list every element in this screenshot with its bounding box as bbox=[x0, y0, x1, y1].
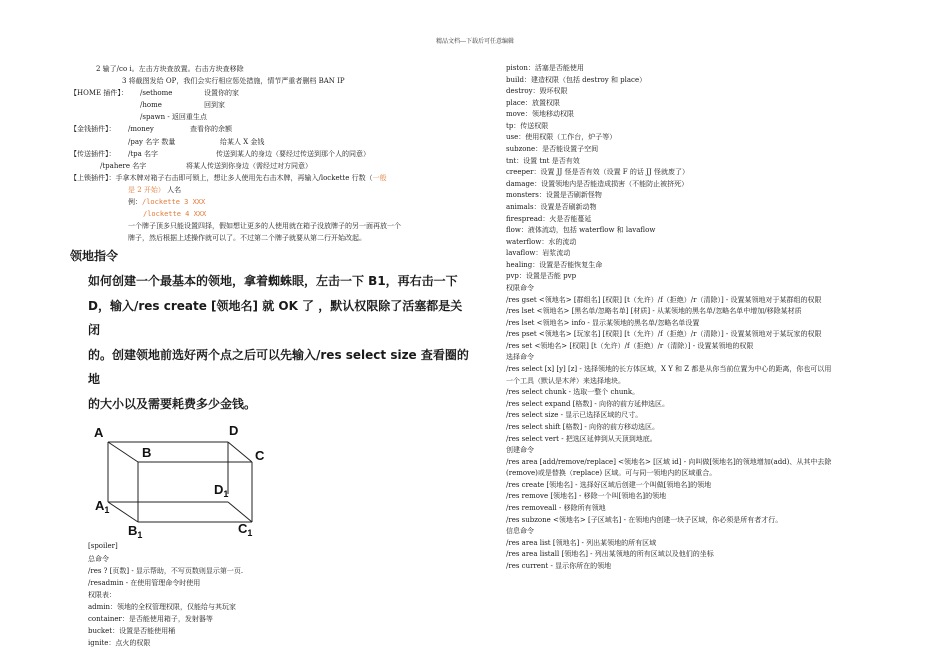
home-cmd-1 bbox=[70, 87, 470, 99]
text-line: /res select shift [格数] - 向你的前方移动选区。 bbox=[506, 422, 659, 431]
text-line: /res ? [页数] - 显示帮助，不写页数则显示第一页. bbox=[88, 566, 244, 575]
text-line: /res removeall - 移除所有领地 bbox=[506, 503, 606, 512]
text-line: tp：传送权限 bbox=[506, 121, 549, 130]
text-line: tnt：设置 tnt 是否有效 bbox=[506, 156, 580, 165]
tp-cmd: /tpa 名字 bbox=[128, 149, 159, 158]
example-label: 例： bbox=[128, 198, 142, 207]
left-column bbox=[70, 63, 470, 649]
permission-list bbox=[70, 540, 470, 649]
text-line: /resadmin - 在使用管理命令时使用 bbox=[88, 578, 201, 587]
text-line: move：领地移动权限 bbox=[506, 110, 574, 119]
edge-bottom-left bbox=[108, 502, 138, 522]
text-line: (remove)或是替换（replace) 区域。可与同一领地内的区域重合。 bbox=[506, 469, 717, 478]
example-command: /lockette 4 XXX bbox=[143, 210, 207, 219]
text-line: firespread：火是否能蔓延 bbox=[506, 214, 592, 223]
label-c: C bbox=[255, 448, 265, 464]
text-line: waterflow：水的流动 bbox=[506, 237, 577, 246]
text-line: damage：设置领地内是否能造成损害（不能防止被挤死） bbox=[506, 179, 689, 188]
tp-cmd-2 bbox=[70, 160, 470, 172]
text-line: bucket：设置是否能使用桶 bbox=[88, 627, 176, 636]
text-line: use：使用权限（工作台，炉子等） bbox=[506, 133, 617, 142]
text-line: lavaflow：岩浆流动 bbox=[506, 249, 571, 258]
lock-text-highlight: 是 2 开始） bbox=[128, 185, 165, 194]
edge-top-right bbox=[228, 442, 252, 462]
edge-top-left bbox=[108, 442, 138, 462]
text-line: monsters：设置是否刷新怪物 bbox=[506, 191, 602, 200]
intro-line-1: 2 输了/co i。左击方块查放置。右击方块查移除 bbox=[96, 65, 244, 73]
edge-bottom-right bbox=[228, 502, 252, 522]
big-paragraph-line: 的大小以及需要耗费多少金钱。 bbox=[88, 396, 257, 411]
text-line: /res set <领地名> [权限] [t（允许）/f（拒绝）/r（清除）] - 设置某领地的权限 bbox=[506, 341, 754, 350]
text-line: 一个工具（默认是木斧）来选择地块。 bbox=[506, 376, 625, 385]
text-line: build：建造权限（包括 destroy 和 place） bbox=[506, 75, 647, 84]
example-command: /lockette 3 XXX bbox=[142, 198, 206, 207]
text-line: healing：设置是否能恢复生命 bbox=[506, 260, 603, 269]
money-title: 【金钱插件】： bbox=[70, 125, 116, 134]
money-cmd-1 bbox=[70, 123, 470, 135]
text-line: animals：设置是否刷新动物 bbox=[506, 202, 597, 211]
text-line: 信息命令 bbox=[506, 527, 534, 536]
text-line: /res select [x] [y] [z] - 选择领地的长方体区域，X Y 和 Z 都是从你当前位置为中心的距离，你也可以用 bbox=[506, 365, 832, 374]
intro-line-2: 3 将截图发给 OP，我们会实行相应惩处措施，情节严重者删档 BAN IP bbox=[122, 77, 345, 86]
money-cmd: /money bbox=[128, 125, 154, 134]
text-line: piston：活塞是否能使用 bbox=[506, 64, 584, 72]
text-line: /res lset <领地名> info - 显示某领地的黑名单/忽略名单设置 bbox=[506, 318, 700, 327]
label-d: D bbox=[229, 423, 239, 439]
text-line: destroy：毁坏权限 bbox=[506, 87, 568, 96]
home-cmd: /spawn - 返回重生点 bbox=[140, 113, 207, 122]
text-line: 总命令 bbox=[88, 554, 109, 563]
home-title: 【HOME 插件】： bbox=[70, 89, 128, 98]
lock-para-1: 一个牌子顶多只能设置四择，假如想让更多的人使用就在箱子没放牌子的另一面再放一个 bbox=[128, 222, 401, 231]
lock-text-highlight: 一般 bbox=[372, 173, 387, 182]
money-desc: 查看你的余额 bbox=[190, 125, 232, 134]
home-desc: 设置你的家 bbox=[204, 89, 239, 98]
home-cmd: /sethome bbox=[140, 89, 173, 98]
tp-desc: 将某人传送到你身边（需经过对方同意） bbox=[186, 161, 312, 170]
text-line: /res select chunk - 选取一整个 chunk。 bbox=[506, 388, 640, 397]
text-line: /res remove [领地名] - 移除一个叫[领地名]的领地 bbox=[506, 492, 667, 501]
example-line-2 bbox=[70, 208, 470, 220]
big-paragraph bbox=[70, 269, 470, 416]
text-line: [spoiler] bbox=[88, 542, 118, 551]
tp-title: 【传送插件】： bbox=[70, 149, 116, 158]
money-cmd-2 bbox=[70, 136, 470, 148]
cuboid-diagram bbox=[92, 423, 265, 541]
text-line: place：放置权限 bbox=[506, 98, 560, 107]
text-line: ignite：点火的权限 bbox=[88, 639, 151, 648]
lock-title: 【上锁插件】： bbox=[70, 173, 116, 182]
home-cmd-2 bbox=[70, 99, 470, 111]
lock-text: 人名 bbox=[164, 185, 182, 194]
label-c1: $C_1$ bbox=[238, 521, 253, 539]
text-line: /res subzone <领地名> [子区域名] - 在领地内创建一块子区域，你必须是所有者才行。 bbox=[506, 515, 783, 524]
lock-line-1 bbox=[70, 172, 470, 184]
text-line: /res pset <领地名> [玩家名] [权限] [t（允许）/f（拒绝）/r（清除）] - 设置某领地对于某玩家的权限 bbox=[506, 330, 822, 339]
section-title: 领地指令 bbox=[70, 249, 119, 264]
money-cmd: /pay 名字 数量 bbox=[128, 137, 176, 146]
money-desc: 给某人 X 金钱 bbox=[220, 137, 265, 146]
text-line: 权限命令 bbox=[506, 283, 534, 292]
tp-cmd-1 bbox=[70, 148, 470, 160]
label-b1: $B_1$ bbox=[128, 523, 143, 541]
label-a1: $A_1$ bbox=[95, 498, 110, 516]
lock-text: 手拿木牌对箱子右击即可锁上，想让多人使用先右击木牌，再输入/lockette 行数（ bbox=[115, 173, 373, 182]
big-paragraph-line: 如何创建一个最基本的领地，拿着蜘蛛眼，左击一下 B1，再右击一下 bbox=[88, 274, 458, 289]
lock-line-2 bbox=[70, 184, 470, 196]
text-line: /res select size - 显示已选择区域的尺寸。 bbox=[506, 411, 643, 420]
home-cmd: /home bbox=[140, 101, 162, 110]
text-line: /res select expand [格数] - 向你的前方延伸选区。 bbox=[506, 399, 669, 408]
text-line: /res lset <领地名> [黑名单/忽略名单] [材质] - 从某领地的黑名单/忽略名单中增加/移除某材质 bbox=[506, 307, 802, 316]
label-d1: $D_1$ bbox=[214, 482, 229, 500]
text-line: /res current - 显示你所在的领地 bbox=[506, 561, 612, 570]
text-line: pvp：设置是否能 pvp bbox=[506, 272, 577, 281]
text-line: /res gset <领地名> [群组名] [权限] [t（允许）/f（拒绝）/r（清除）] - 设置某领地对于某群组的权限 bbox=[506, 295, 822, 304]
text-line: 选择命令 bbox=[506, 353, 534, 362]
text-line: container：是否能使用箱子，发射器等 bbox=[88, 614, 213, 623]
tp-cmd: /tpahere 名字 bbox=[100, 161, 147, 170]
big-paragraph-line: 的。创建领地前选好两个点之后可以先输入/res select size 查看圈的地 bbox=[88, 347, 469, 387]
text-line: flow：液体流动，包括 waterflow 和 lavaflow bbox=[506, 226, 656, 235]
lock-para-2: 牌子，然后根据上述操作就可以了。不过第二个牌子就要从第二行开始改起。 bbox=[128, 234, 366, 243]
right-column bbox=[506, 63, 886, 572]
text-line: /res area listall [领地名] - 列出某领地的所有区域以及他们的坐标 bbox=[506, 550, 714, 559]
text-line: /res area [add/remove/replace] <领地名> [区域 id] - 向叫做[领地名]的领地增加(add)、从其中去除 bbox=[506, 457, 832, 466]
big-paragraph-line: D，输入/res create [领地名] 就 OK 了 ，默认权限除了活塞都是关闭 bbox=[88, 298, 463, 338]
label-a: A bbox=[94, 425, 104, 441]
text-line: /res select vert - 把选区延伸到从天顶到地底。 bbox=[506, 434, 657, 443]
text-line: /res area list [领地名] - 列出某领地的所有区域 bbox=[506, 538, 657, 547]
text-line: 创建命令 bbox=[506, 446, 534, 455]
label-b: B bbox=[142, 445, 152, 461]
text-line: /res create [领地名] - 选择好区域后创建一个叫做[领地名]的领地 bbox=[506, 480, 712, 489]
text-line: admin：领地的全权管理权限，仅能给与其玩家 bbox=[88, 602, 237, 611]
tp-desc: 传送到某人的身边（要经过传送到那个人的同意） bbox=[216, 149, 370, 158]
page-header: 精品文档---下载后可任意编辑 bbox=[435, 38, 515, 45]
text-line: subzone：是否能设置子空间 bbox=[506, 145, 599, 154]
home-cmd-3 bbox=[70, 111, 470, 123]
cuboid-figure bbox=[92, 423, 470, 541]
text-line: creeper：设置 JJ 怪是否有效（设置 F 的话 JJ 怪就废了） bbox=[506, 168, 689, 177]
example-line-1 bbox=[70, 196, 470, 208]
home-desc: 回到家 bbox=[204, 101, 225, 110]
text-line: 权限表： bbox=[88, 590, 116, 599]
